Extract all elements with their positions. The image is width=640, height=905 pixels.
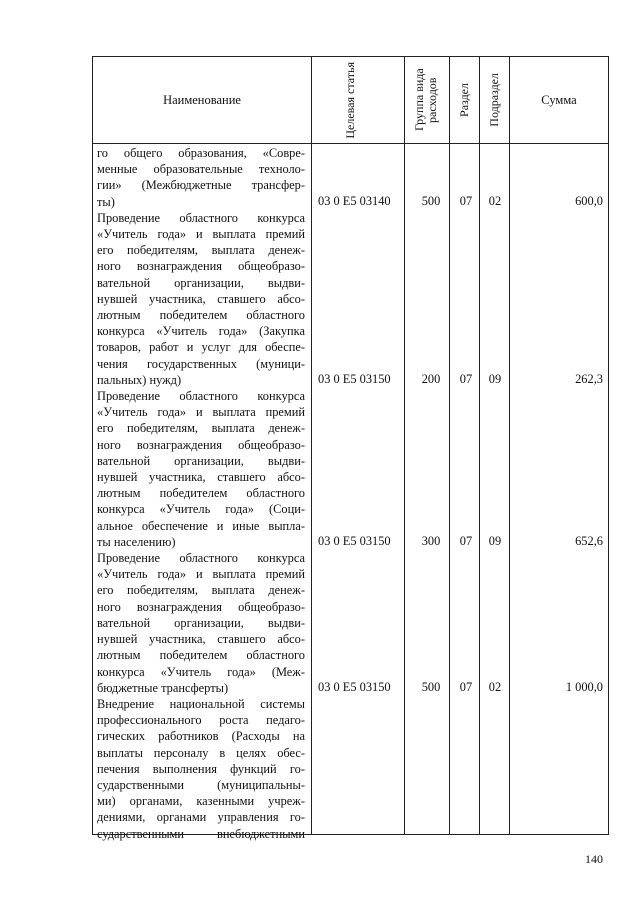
- col-divider: [509, 57, 510, 834]
- table-row-name: [97, 388, 305, 550]
- name-line: конкурса «Учитель года» (Соци-: [97, 502, 305, 517]
- col-divider: [479, 57, 480, 834]
- name-line: выплаты персоналу в целях обес-: [97, 745, 305, 760]
- name-line: вательной организации, выдви-: [97, 453, 305, 468]
- name-line: печения выполнения функций го-: [97, 761, 305, 776]
- name-line: сударственными (муниципальны-: [97, 777, 305, 792]
- name-line: Проведение областного конкурса: [97, 210, 305, 225]
- name-line: ного вознаграждения общеобразо-: [97, 437, 305, 452]
- name-line: вательной организации, выдви-: [97, 275, 305, 290]
- header-expense-group-label: Группа вида расходов: [411, 68, 439, 132]
- name-line: конкурса «Учитель года» (Меж-: [97, 664, 305, 679]
- header-name: [93, 57, 311, 143]
- name-line: ми) органами, казенными учреж-: [97, 794, 305, 809]
- header-name-label: Наименование: [163, 92, 241, 107]
- cell-section: 07: [459, 371, 473, 386]
- name-line: бюджетные трансферты): [97, 680, 229, 695]
- cell-sum: 1 000,0: [565, 679, 603, 694]
- cell-group: 500: [421, 193, 441, 208]
- name-line: нувшей участника, ставшего абсо-: [97, 632, 305, 647]
- name-line: ты населению): [97, 534, 176, 549]
- header-section: [449, 57, 479, 143]
- cell-code: 03 0 E5 03140: [318, 193, 391, 208]
- name-line: нувшей участника, ставшего абсо-: [97, 470, 305, 485]
- name-line: гии» (Межбюджетные трансфер-: [97, 178, 305, 193]
- header-sum-label: Сумма: [541, 92, 577, 107]
- name-line: ты): [97, 194, 115, 209]
- header-target-article-label: Целевая статья: [342, 61, 357, 139]
- cell-group: 500: [421, 679, 441, 694]
- cell-subsection: 09: [488, 371, 502, 386]
- header-sum: [509, 57, 609, 143]
- name-line: «Учитель года» и выплата премий: [97, 567, 305, 582]
- cell-code: 03 0 E5 03150: [318, 533, 391, 548]
- name-line: гических работников (Расходы на: [97, 729, 305, 744]
- cell-section: 07: [459, 193, 473, 208]
- header-subsection: [479, 57, 509, 143]
- name-line: го общего образования, «Совре-: [97, 146, 305, 160]
- cell-group: 200: [421, 371, 441, 386]
- cell-code: 03 0 E5 03150: [318, 371, 391, 386]
- name-line: ного вознаграждения общеобразо-: [97, 259, 305, 274]
- budget-table: [92, 56, 609, 841]
- name-line: вательной организации, выдви-: [97, 615, 305, 630]
- table-row-name: [97, 550, 305, 696]
- name-line: лютным победителем областного: [97, 486, 305, 501]
- cell-section: 07: [459, 679, 473, 694]
- name-line: пальных) нужд): [97, 372, 182, 387]
- name-line: Внедрение национальной системы: [97, 696, 305, 711]
- name-line: «Учитель года» и выплата премий: [97, 227, 305, 242]
- name-line: его победителям, выплата денеж-: [97, 583, 305, 598]
- name-line: Проведение областного конкурса: [97, 551, 305, 566]
- table-row-name: [97, 145, 305, 210]
- cell-group: 300: [421, 533, 441, 548]
- col-divider: [311, 57, 312, 834]
- cell-code: 03 0 E5 03150: [318, 679, 391, 694]
- col-divider: [449, 57, 450, 834]
- header-divider: [93, 143, 608, 144]
- name-line: дениями, органами управления го-: [97, 810, 305, 825]
- name-line: конкурса «Учитель года» (Закупка: [97, 324, 305, 339]
- header-expense-group: [404, 57, 449, 143]
- name-line: его победителям, выплата денеж-: [97, 421, 305, 436]
- name-line: сударственными внебюджетными: [97, 826, 305, 841]
- col-divider: [404, 57, 405, 834]
- cell-subsection: 02: [488, 193, 502, 208]
- name-line: профессионального роста педаго-: [97, 713, 305, 728]
- table-row-name: [97, 696, 305, 842]
- cell-subsection: 09: [488, 533, 502, 548]
- cell-sum: 600,0: [575, 193, 603, 208]
- header-section-label: Раздел: [456, 83, 471, 117]
- name-line: Проведение областного конкурса: [97, 389, 305, 404]
- name-line: товаров, работ и услуг для обеспе-: [97, 340, 305, 355]
- name-line: чения государственных (муници-: [97, 356, 305, 371]
- cell-sum: 652,6: [575, 533, 603, 548]
- cell-subsection: 02: [488, 679, 502, 694]
- cell-sum: 262,3: [575, 371, 603, 386]
- table-row-name: [97, 210, 305, 388]
- header-target-article: [311, 57, 404, 143]
- name-column: [97, 145, 305, 842]
- name-line: лютным победителем областного: [97, 648, 305, 663]
- header-subsection-label: Подраздел: [486, 73, 501, 127]
- cell-section: 07: [459, 533, 473, 548]
- name-line: ного вознаграждения общеобразо-: [97, 599, 305, 614]
- name-line: альное обеспечение и иные выпла-: [97, 518, 305, 533]
- name-line: «Учитель года» и выплата премий: [97, 405, 305, 420]
- name-line: нувшей участника, ставшего абсо-: [97, 291, 305, 306]
- name-line: его победителям, выплата денеж-: [97, 243, 305, 258]
- page-number: 140: [585, 852, 603, 866]
- name-line: лютным победителем областного: [97, 308, 305, 323]
- name-line: менные образовательные техноло-: [97, 162, 305, 177]
